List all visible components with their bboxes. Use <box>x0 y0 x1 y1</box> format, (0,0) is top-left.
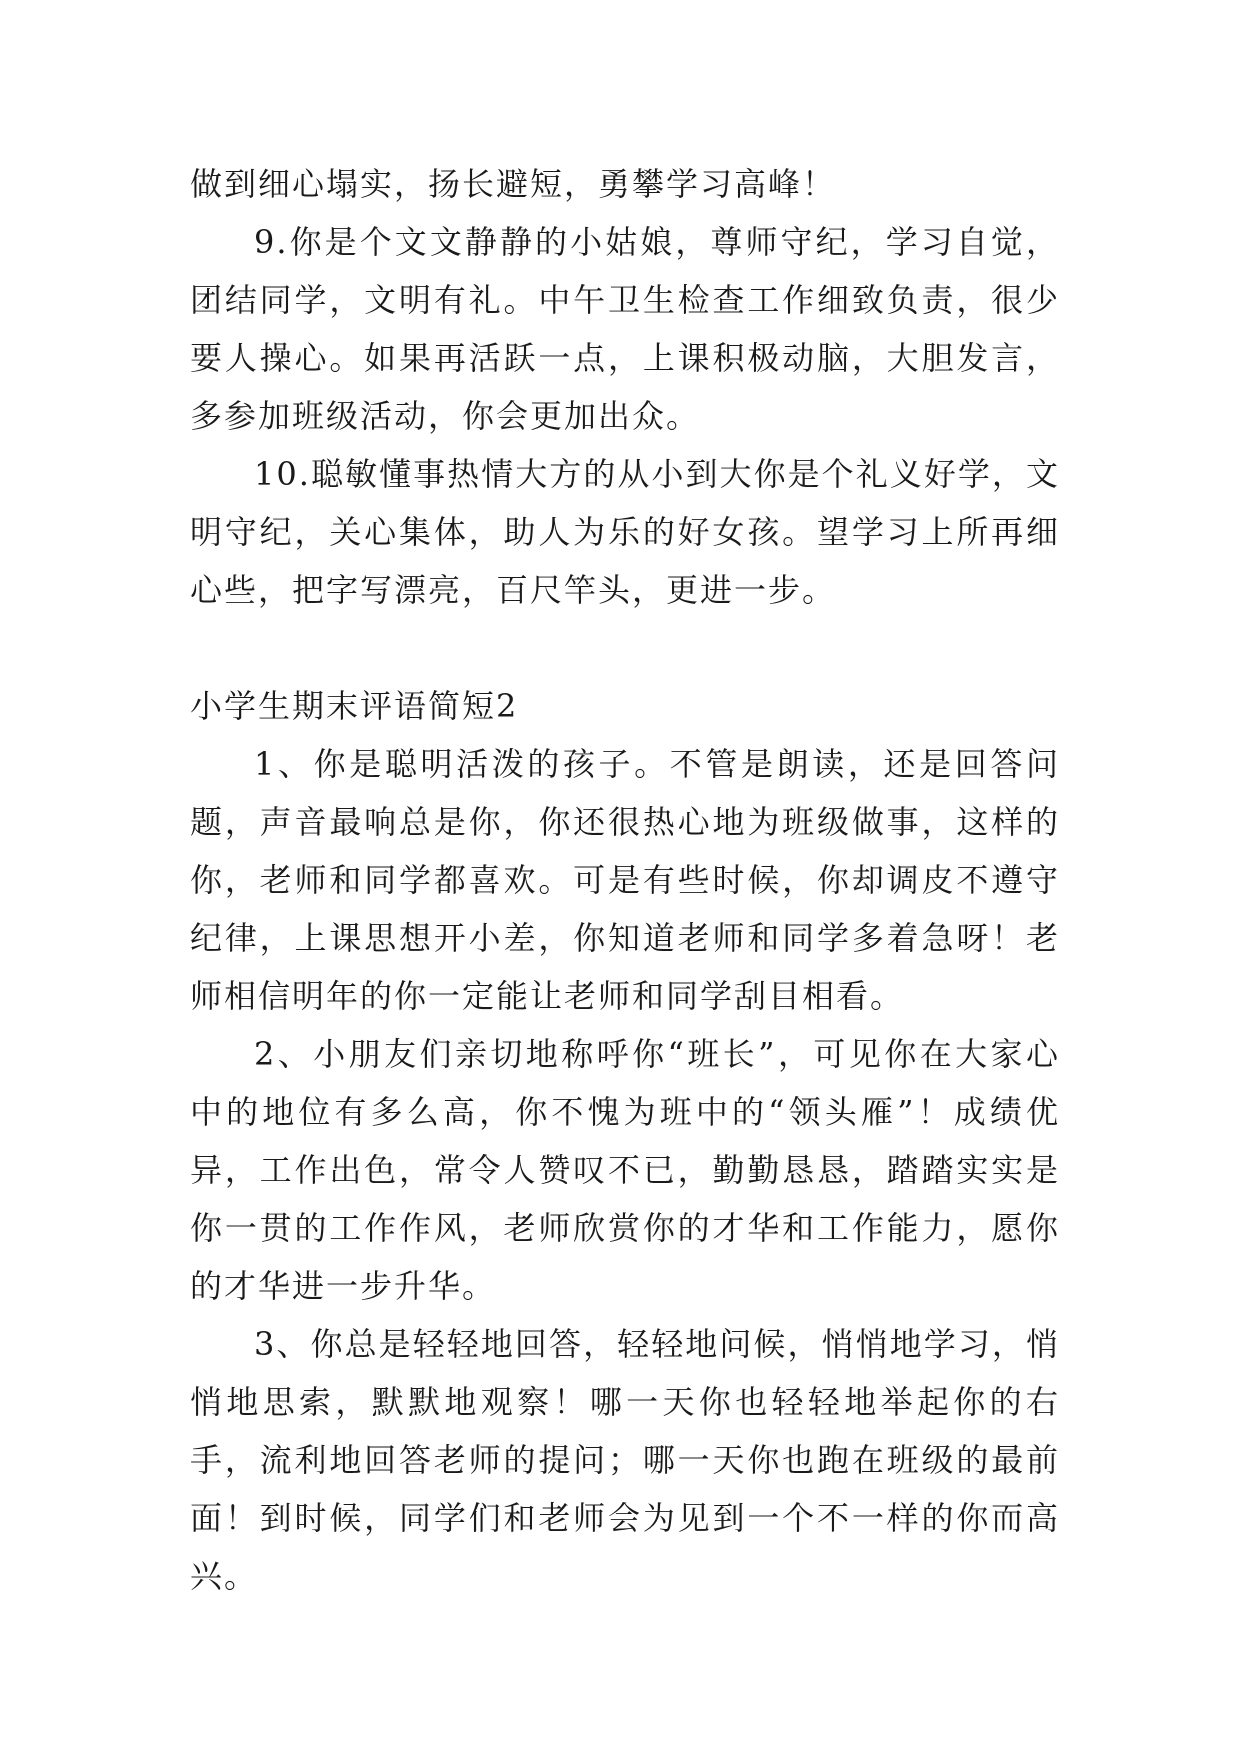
comment-item-10: 10.聪敏懂事热情大方的从小到大你是个礼义好学，文明守纪，关心集体，助人为乐的好女孩。望学习上所再细心些，把字写漂亮，百尺竿头，更进一步。 <box>190 455 1060 609</box>
comment-item-9: 9.你是个文文静静的小姑娘，尊师守纪，学习自觉，团结同学，文明有礼。中午卫生检查工作细致负责，很少要人操心。如果再活跃一点，上课积极动脑，大胆发言，多参加班级活动，你会更加出众。 <box>190 223 1060 435</box>
section-title: 小学生期末评语简短2 <box>190 687 519 725</box>
document-body <box>190 155 1060 1605</box>
comment-item-1: 1、你是聪明活泼的孩子。不管是朗读，还是回答问题，声音最响总是你，你还很热心地为班级做事，这样的你，老师和同学都喜欢。可是有些时候，你却调皮不遵守纪律，上课思想开小差，你知道老师和同学多着急呀！老师相信明年的你一定能让老师和同学刮目相看。 <box>190 745 1060 1015</box>
paragraph-continuation: 做到细心塌实，扬长避短，勇攀学习高峰！ <box>190 165 837 203</box>
comment-item-2: 2、小朋友们亲切地称呼你“班长”，可见你在大家心中的地位有多么高，你不愧为班中的“领头雁”！成绩优异，工作出色，常令人赞叹不已，勤勤恳恳，踏踏实实是你一贯的工作作风，老师欣赏你的才华和工作能力，愿你的才华进一步升华。 <box>190 1035 1060 1305</box>
comment-item-3: 3、你总是轻轻地回答，轻轻地问候，悄悄地学习，悄悄地思索，默默地观察！哪一天你也轻轻地举起你的右手，流利地回答老师的提问；哪一天你也跑在班级的最前面！到时候，同学们和老师会为见到一个不一样的你而高兴。 <box>190 1325 1060 1595</box>
